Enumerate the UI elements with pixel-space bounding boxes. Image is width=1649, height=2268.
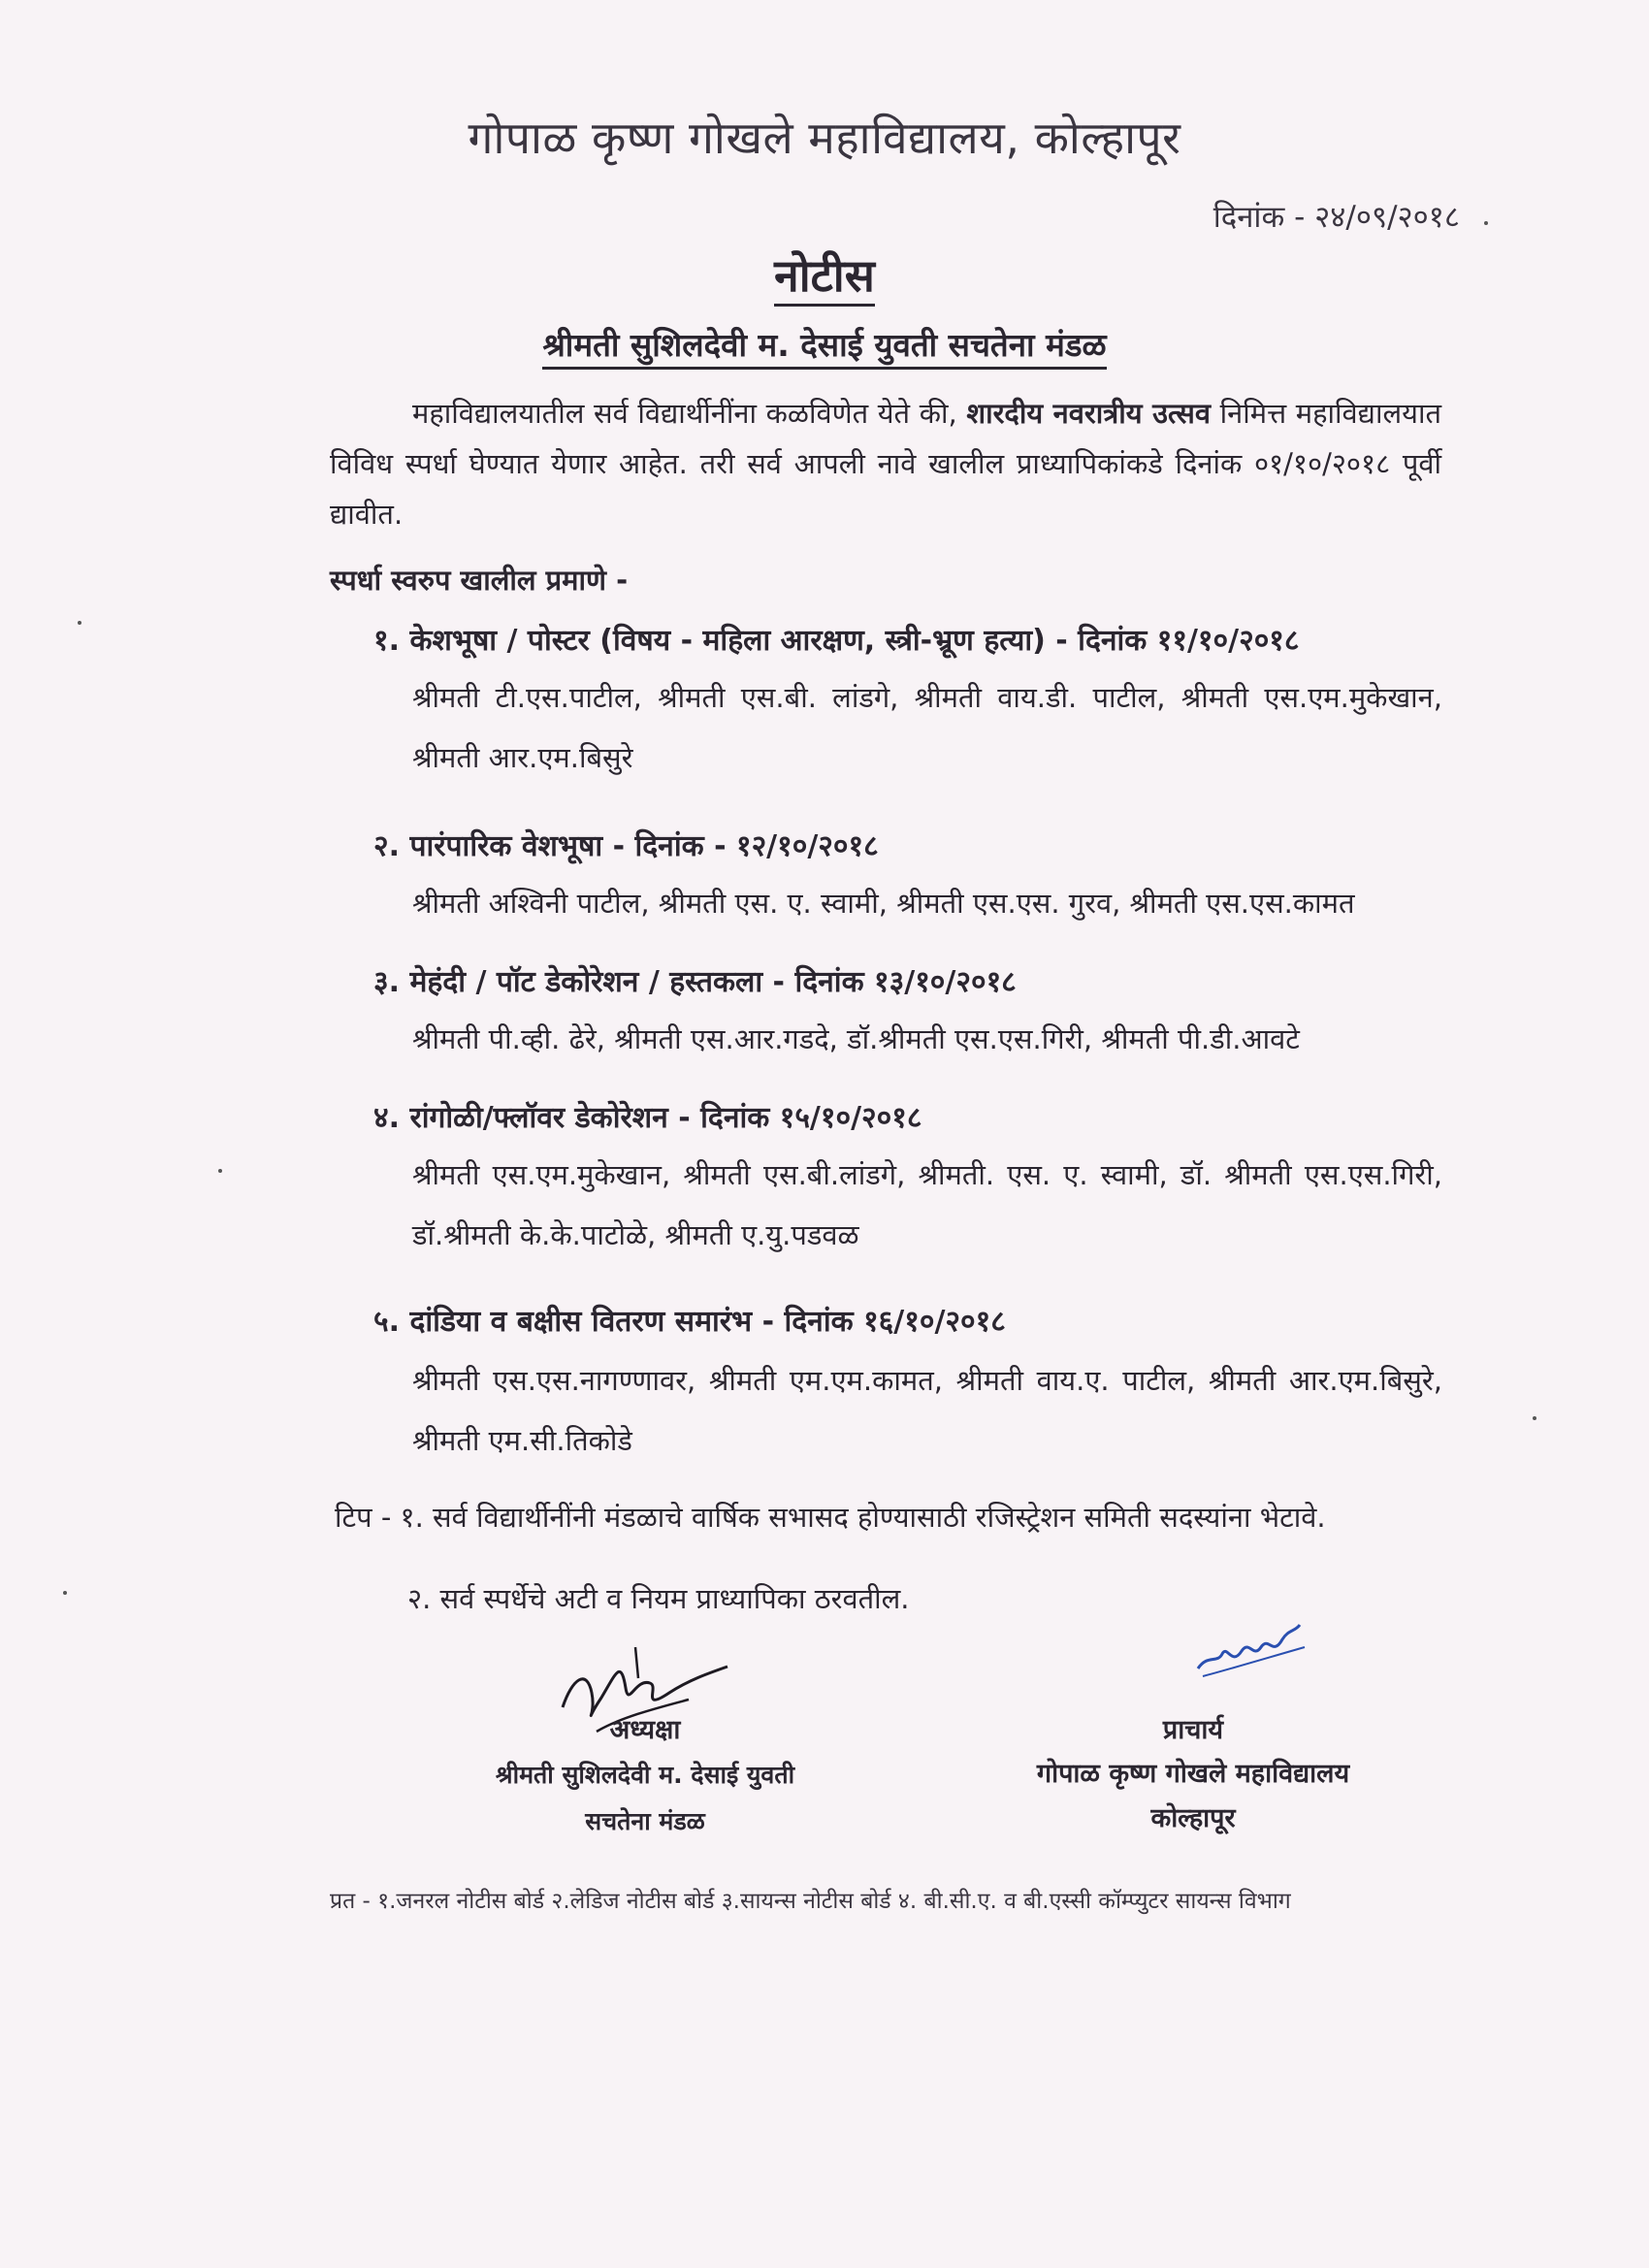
event-people-4: श्रीमती एस.एम.मुकेखान, श्रीमती एस.बी.लांडगे, श्रीमती. एस. ए. स्वामी, डॉ. श्रीमती एस.एस.गिरी, डॉ.श्रीमती के.के.पाटोळे, श्रीमती ए.यु.पडवळ <box>412 1158 1442 1251</box>
event-title-3: ३. मेहंदी / पॉट डेकोरेशन / हस्तकला - दिनांक १३/१०/२०१८ <box>373 965 1017 999</box>
event-people-5: श्रीमती एस.एस.नागण्णावर, श्रीमती एम.एम.कामत, श्रीमती वाय.ए. पाटील, श्रीमती आर.एम.बिसुरे, श्रीमती एम.सी.तिकोडे <box>412 1364 1442 1457</box>
intro-part-2: निमित्त महाविद्यालयात विविध स्पर्धा घेण्यात येणार आहेत. तरी सर्व आपली नावे खालील प्राध्यापिकांकडे दिनांक ०१/१०/२०१८ पूर्वी द्यावीत. <box>330 397 1441 531</box>
format-label: स्पर्धा स्वरुप खालील प्रमाणे - <box>330 564 629 597</box>
president-signature-block <box>490 1709 800 1845</box>
notice-heading-text: नोटीस <box>774 249 875 307</box>
principal-signature-block <box>1009 1709 1377 1841</box>
organization-heading <box>0 322 1649 366</box>
notice-date: दिनांक - २४/०९/२०१८ <box>1212 200 1460 235</box>
event-people-3: श्रीमती पी.व्ही. ढेरे, श्रीमती एस.आर.गडदे, डॉ.श्रीमती एस.एस.गिरी, श्रीमती पी.डी.आवटे <box>412 1022 1300 1055</box>
tip-1: टिप - १. सर्व विद्यार्थीनींनी मंडळाचे वार्षिक सभासद होण्यासाठी रजिस्ट्रेशन समिती सदस्यांना भेटावे. <box>335 1501 1326 1534</box>
copy-to-line: प्रत - १.जनरल नोटीस बोर्ड २.लेडिज नोटीस बोर्ड ३.सायन्स नोटीस बोर्ड ४. बी.सी.ए. व बी.एस्सी कॉम्प्युटर सायन्स विभाग <box>330 1889 1291 1914</box>
organization-heading-text: श्रीमती सुशिलदेवी म. देसाई युवती सचतेना मंडळ <box>542 326 1106 370</box>
principal-college-line: गोपाळ कृष्ण गोखले महाविद्यालय <box>1036 1759 1350 1789</box>
president-role: अध्यक्षा <box>609 1715 681 1745</box>
president-org-line-2: सचतेना मंडळ <box>585 1807 705 1835</box>
event-people-1: श्रीमती टी.एस.पाटील, श्रीमती एस.बी. लांडगे, श्रीमती वाय.डी. पाटील, श्रीमती एस.एम.मुकेखान, श्रीमती आर.एम.बिसुरे <box>412 681 1442 774</box>
principal-role: प्राचार्य <box>1162 1715 1224 1745</box>
paper-speck <box>63 1591 67 1595</box>
college-title: गोपाळ कृष्ण गोखले महाविद्यालय, कोल्हापूर <box>468 112 1181 164</box>
paper-speck <box>1484 221 1488 225</box>
event-title-2: २. पारंपारिक वेशभूषा - दिनांक - १२/१०/२०१८ <box>373 829 879 863</box>
principal-signature-mark <box>1193 1610 1310 1688</box>
paper-speck <box>1533 1416 1536 1420</box>
event-people-2: श्रीमती अश्विनी पाटील, श्रीमती एस. ए. स्वामी, श्रीमती एस.एस. गुरव, श्रीमती एस.एस.कामत <box>412 887 1355 920</box>
event-title-1: १. केशभूषा / पोस्टर (विषय - महिला आरक्षण, स्त्री-भ्रूण हत्या) - दिनांक ११/१०/२०१८ <box>373 624 1300 658</box>
paper-speck <box>78 621 81 625</box>
president-org-line-1: श्रीमती सुशिलदेवी म. देसाई युवती <box>495 1761 795 1789</box>
paper-speck <box>218 1169 222 1173</box>
notice-heading <box>0 244 1649 305</box>
intro-highlight: शारदीय नवरात्रीय उत्सव <box>966 397 1212 430</box>
intro-paragraph <box>330 388 1441 539</box>
event-title-5: ५. दांडिया व बक्षीस वितरण समारंभ - दिनांक १६/१०/२०१८ <box>373 1305 1006 1339</box>
intro-part-1: महाविद्यालयातील सर्व विद्यार्थीनींना कळविणेत येते की, <box>412 397 967 430</box>
tip-2: २. सर्व स्पर्धेचे अटी व नियम प्राध्यापिका ठरवतील. <box>407 1582 910 1615</box>
principal-city-line: कोल्हापूर <box>1150 1803 1236 1833</box>
event-title-4: ४. रांगोळी/फ्लॉवर डेकोरेशन - दिनांक १५/१०/२०१८ <box>373 1101 922 1135</box>
